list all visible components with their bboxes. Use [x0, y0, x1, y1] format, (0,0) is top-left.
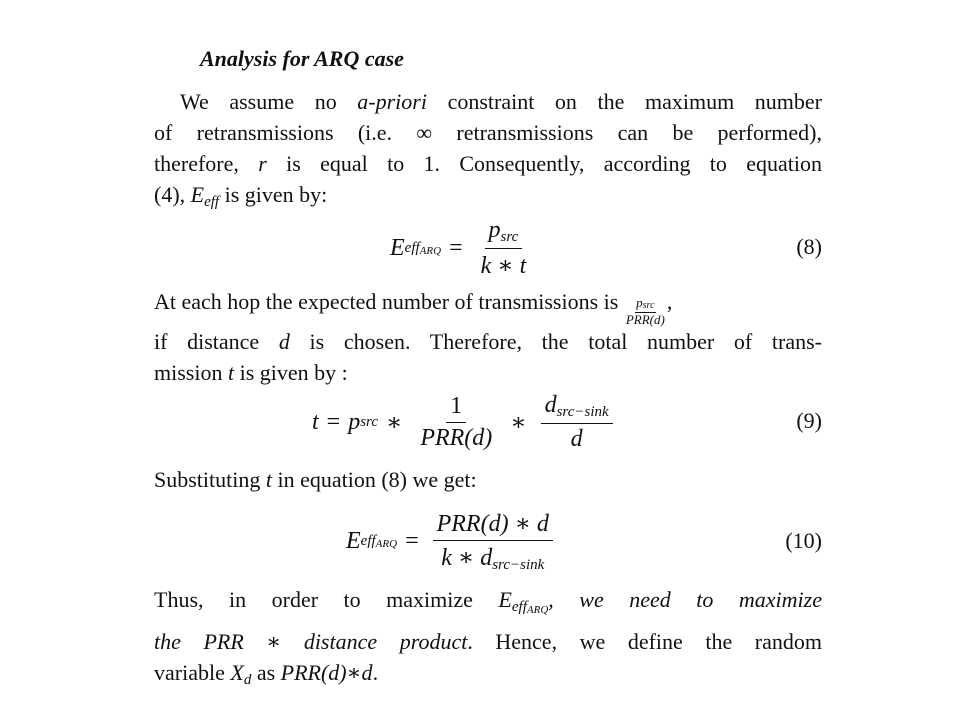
- para2-line2: if distance d is chosen. Therefore, the total number of trans-: [154, 329, 822, 354]
- equation-8: E eff$_{ARQ}$ = $\frac{p_{src}}{k ∗ t}$ (8): [390, 216, 822, 279]
- eq9-fraction-2: $\frac{d_{src-sink}}{d}$: [541, 392, 613, 453]
- eq10-fraction: $\frac{\text{PRR(d) ∗ d}}{k ∗ d_{src-sink}}$: [433, 509, 553, 574]
- equation-9: t = p src ∗ $\frac{1}{\text{PRR(d)}}$ ∗ $\frac{d_{src-sink}}{d}$ (9): [312, 391, 822, 452]
- para3-line1: Substituting t in equation (8) we get:: [154, 467, 477, 492]
- equation-10-label: (10): [785, 528, 822, 553]
- paragraph-assumption: [154, 86, 822, 218]
- eq9-fraction-1: $\frac{1}{\text{PRR(d)}}$: [420, 392, 493, 451]
- equation-9-label: (9): [796, 408, 822, 433]
- para4-line2: the PRR ∗ distance product. Hence, we define the random: [154, 629, 822, 654]
- para1-line4: (4), $E_{eff}$ is given by:: [154, 182, 328, 210]
- para1-line3: therefore, r is equal to 1. Consequently, according to equation: [154, 151, 822, 176]
- para2-line3: mission t is given by :: [154, 360, 348, 385]
- para4-line1: Thus, in order to maximize $E_{eff_{ARQ}}$, we need to maximize: [154, 587, 822, 616]
- paragraph-conclusion: [154, 584, 822, 696]
- para1-line2: of retransmissions (i.e. ∞ retransmissions can be performed),: [154, 120, 822, 145]
- paragraph-substituting: [154, 464, 822, 495]
- para2-line1: At each hop the expected number of transmissions is $\frac{p_{src}}{\text{PRR(d)}}$ ,: [154, 289, 673, 327]
- eq8-fraction: $\frac{p_{src}}{k ∗ t}$: [480, 216, 527, 279]
- paragraph-transmissions: [154, 286, 822, 388]
- para1-line1: We assume no a-priori constraint on the maximum number: [180, 89, 822, 114]
- equation-10: E eff$_{ARQ}$ = $\frac{\text{PRR(d) ∗ d}}{k ∗ d_{src-sink}}$ (10): [346, 510, 822, 573]
- equation-8-label: (8): [796, 234, 822, 259]
- section-heading: Analysis for ARQ case: [200, 46, 404, 71]
- para4-line3: variable $X_d$ as PRR(d)∗d.: [154, 660, 379, 688]
- inline-fraction: $\frac{p_{src}}{\text{PRR(d)}}$: [625, 295, 665, 327]
